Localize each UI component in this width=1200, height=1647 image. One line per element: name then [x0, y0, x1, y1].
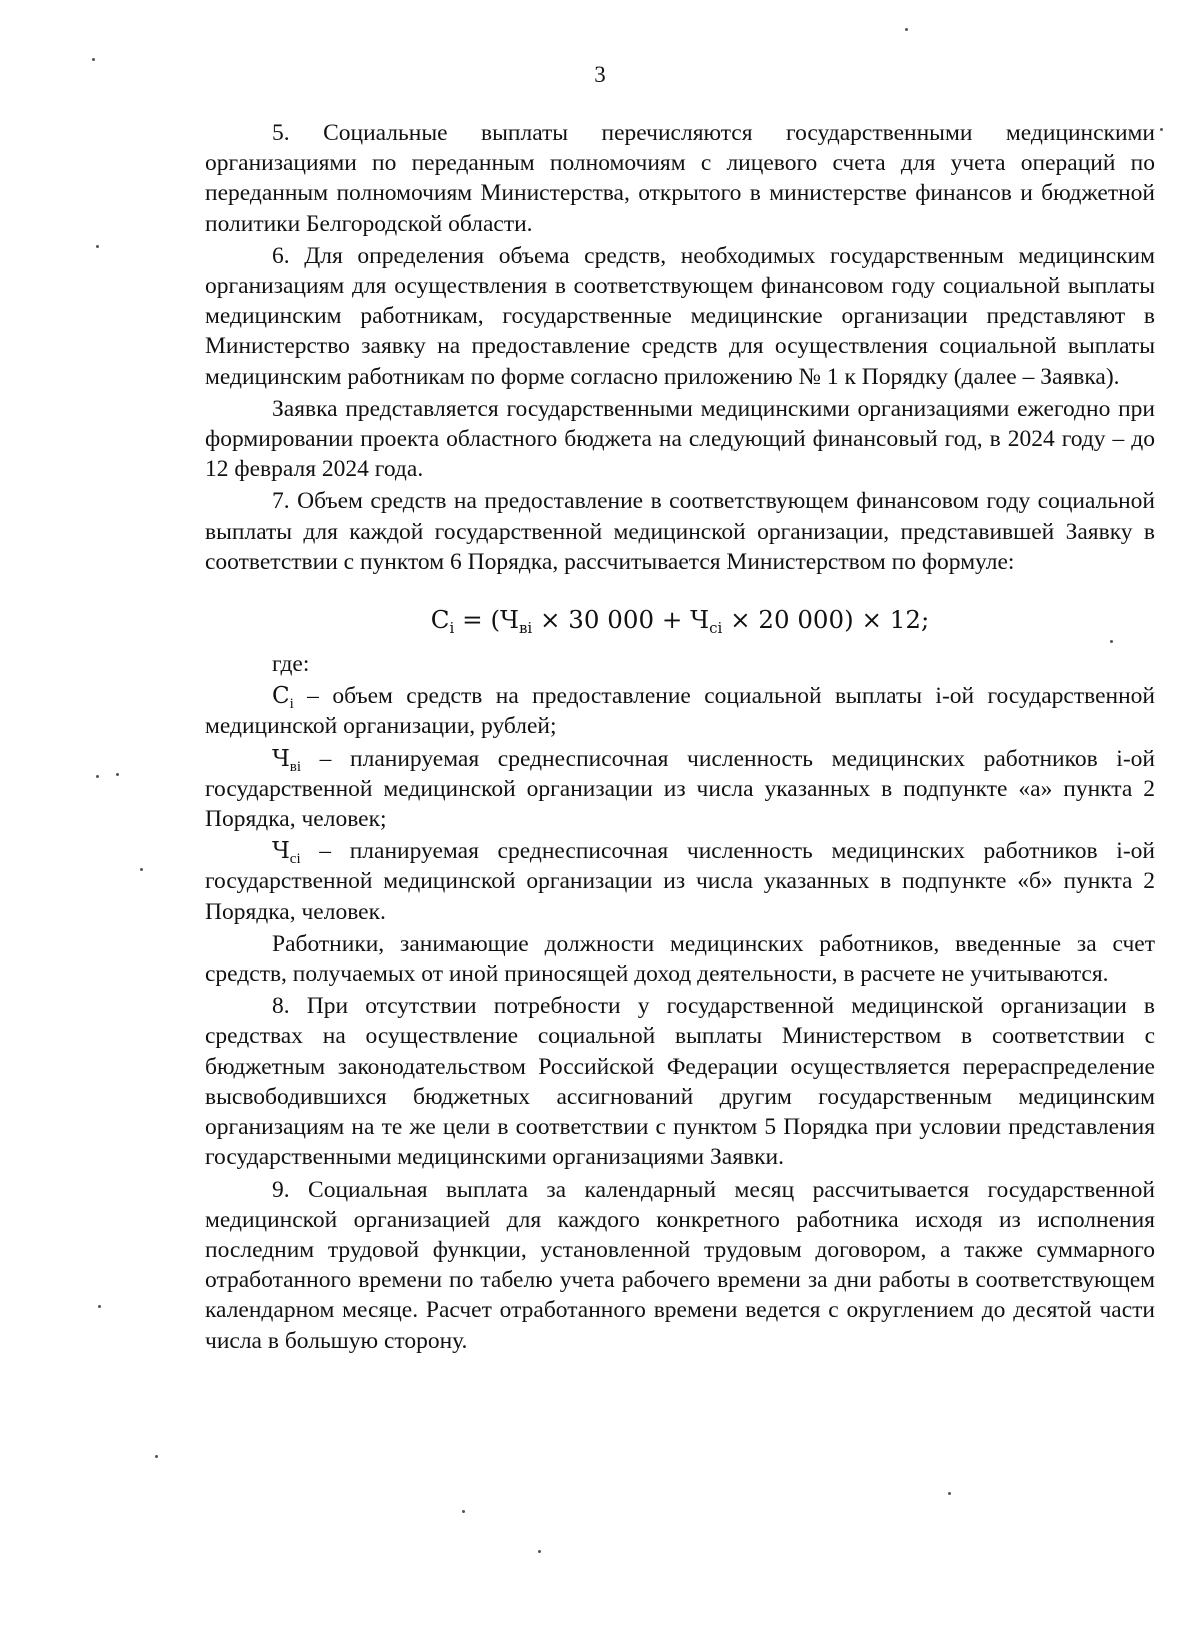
definition-chci-text: – планируемая среднесписочная численность медицинских работников i-ой государственной медицинской организации из числа указанных в подпункте «б» пункта 2 Порядка, человек. — [205, 838, 1155, 925]
formula-b-sub: ci — [709, 619, 723, 638]
paragraph-workers: Работники, занимающие должности медицинских работников, введенные за счет средств, получаемых от иной приносящей доход деятельности, в расчете не учитываются. — [205, 930, 1155, 988]
term-chci: Ч — [272, 838, 290, 865]
definition-ci — [205, 681, 1155, 741]
document-body — [205, 118, 1155, 1356]
scan-speck — [462, 1510, 465, 1513]
term-ci-sub: i — [289, 696, 294, 713]
scan-speck — [98, 1305, 101, 1308]
scan-speck — [96, 775, 99, 778]
scan-speck — [538, 1550, 541, 1553]
formula-lhs: C — [430, 605, 450, 635]
scan-speck — [155, 1455, 158, 1458]
definition-chvi-text: – планируемая среднесписочная численность медицинских работников i-ой государственной медицинской организации из числа указанных в подпункте «а» пункта 2 Порядка, человек; — [205, 745, 1155, 833]
where-label: где: — [272, 651, 310, 678]
definition-ci-text: – объем средств на предоставление социальной выплаты i-ой государственной медицинской организации, рублей; — [205, 683, 1155, 740]
paragraph-9: 9. Социальная выплата за календарный месяц рассчитывается государственной медицинской организацией для каждого конкретного работника исходя из исполнения последним трудовой функции, установленной трудовым договором, а также суммарного отработанного времени по табелю учета рабочего времени за дни работы в соответствующем календарном месяце. Расчет отработанного времени ведется с округлением до десятой части числа в большую сторону. — [205, 1176, 1155, 1354]
scan-speck — [92, 58, 95, 61]
formula-mid: × 30 000 + Ч — [532, 605, 710, 635]
paragraph-8: 8. При отсутствии потребности у государственной медицинской организации в средствах на осуществление социальной выплаты Министерством в соответствии с бюджетным законодательством Российской Федерации осуществляется перераспределение высвободившихся бюджетных ассигнований другим государственным медицинским организациям на те же цели в соответствии с пунктом 5 Порядка при условии представления государственными медицинскими организациями Заявки. — [205, 993, 1155, 1171]
formula-a-sub: вi — [518, 619, 533, 638]
paragraph-6: 6. Для определения объема средств, необходимых государственным медицинским организациям для осуществления в соответствующем финансовом году социальной выплаты медицинским работникам, государственные медицинские организации представляют в Министерство заявку на предоставление средств для осуществления социальной выплаты медицинским работникам по форме согласно приложению № 1 к Порядку (далее – Заявка). — [205, 242, 1155, 390]
scan-speck — [948, 1492, 951, 1495]
formula-tail: × 20 000) × 12; — [722, 605, 930, 635]
formula-eq-open: = (Ч — [454, 605, 519, 635]
paragraph-6-application: Заявка представляется государственными медицинскими организациями ежегодно при формировании проекта областного бюджета на следующий финансовый год, в 2024 году – до 12 февраля 2024 года. — [205, 395, 1155, 483]
definition-chci — [205, 836, 1155, 927]
definition-chvi — [205, 744, 1155, 835]
term-chvi: Ч — [272, 745, 290, 772]
term-ci: C — [272, 683, 290, 710]
scan-speck — [140, 868, 143, 871]
term-chvi-sub: вi — [289, 758, 302, 775]
scan-speck — [905, 28, 908, 31]
scan-speck — [1110, 640, 1113, 643]
formula — [205, 605, 1155, 638]
scan-speck — [96, 245, 99, 248]
scan-speck — [116, 773, 119, 776]
formula-lhs-sub: i — [449, 619, 455, 638]
paragraph-5: 5. Социальные выплаты перечисляются государственными медицинскими организациями по переданным полномочиям с лицевого счета для учета операций по переданным полномочиям Министерства, открытого в министерстве финансов и бюджетной политики Белгородской области. — [205, 120, 1155, 237]
term-chci-sub: ci — [289, 851, 301, 868]
scan-speck — [1160, 128, 1163, 131]
paragraph-7: 7. Объем средств на предоставление в соответствующем финансовом году социальной выплаты для каждой государственной медицинской организации, представившей Заявку в соответствии с пунктом 6 Порядка, рассчитывается Министерством по формуле: — [205, 488, 1155, 575]
page-number: 3 — [594, 62, 606, 87]
